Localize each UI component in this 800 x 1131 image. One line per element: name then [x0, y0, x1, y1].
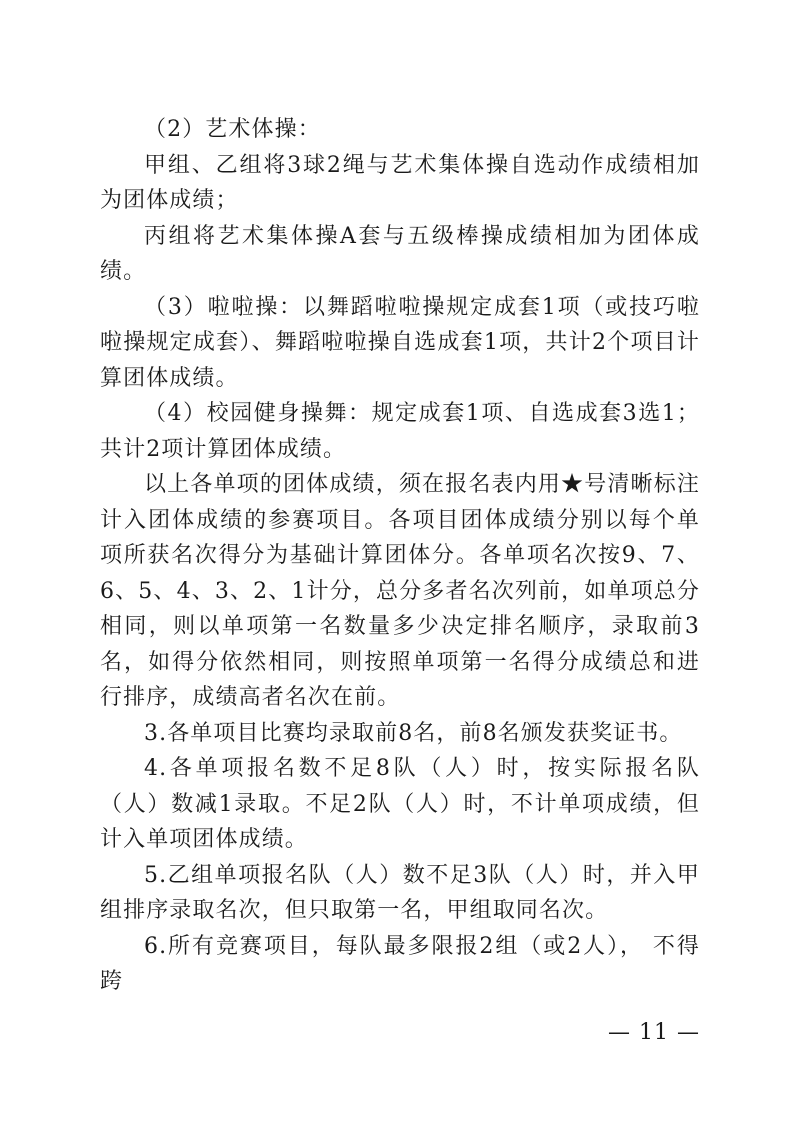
paragraph-rule-6: 6.所有竞赛项目，每队最多限报2组（或2人）， 不得跨: [100, 933, 700, 994]
page-number: — 11 —: [608, 1020, 700, 1045]
paragraph-group-ab-scoring: 甲组、乙组将3球2绳与艺术集体操自选动作成绩相加为团体成绩；: [100, 152, 700, 213]
paragraph-rule-4: 4.各单项报名数不足8队（人）时，按实际报名队（人）数减1录取。不足2队（人）时，不计单项成绩，但计入单项团体成绩。: [100, 756, 700, 852]
paragraph-campus-fitness-dance: （4）校园健身操舞：规定成套1项、自选成套3选1；共计2项计算团体成绩。: [100, 401, 700, 462]
paragraph-team-score-rules: 以上各单项的团体成绩，须在报名表内用★号清晰标注计入团体成绩的参赛项目。各项目团体成绩分别以每个单项所获名次得分为基础计算团体分。各单项名次按9、7、6、5、4、3、2、1计分，总分多者名次列前，如单项总分相同，则以单项第一名数量多少决定排名顺序，录取前3名，如得分依然相同，则按照单项第一名得分成绩总和进行排序，成绩高者名次在前。: [100, 472, 700, 710]
document-body: [100, 112, 700, 1000]
paragraph-rule-3: 3.各单项目比赛均录取前8名，前8名颁发获奖证书。: [144, 720, 683, 746]
paragraph-group-c-scoring: 丙组将艺术集体操A套与五级棒操成绩相加为团体成绩。: [100, 223, 700, 284]
paragraph-rule-5: 5.乙组单项报名队（人）数不足3队（人）时，并入甲组排序录取名次，但只取第一名，甲组取同名次。: [100, 862, 700, 923]
paragraph-artistic-gymnastics-heading: （2）艺术体操：: [144, 117, 321, 142]
paragraph-cheerleading: （3）啦啦操：以舞蹈啦啦操规定成套1项（或技巧啦啦操规定成套）、舞蹈啦啦操自选成套1项，共计2个项目计算团体成绩。: [100, 294, 700, 391]
